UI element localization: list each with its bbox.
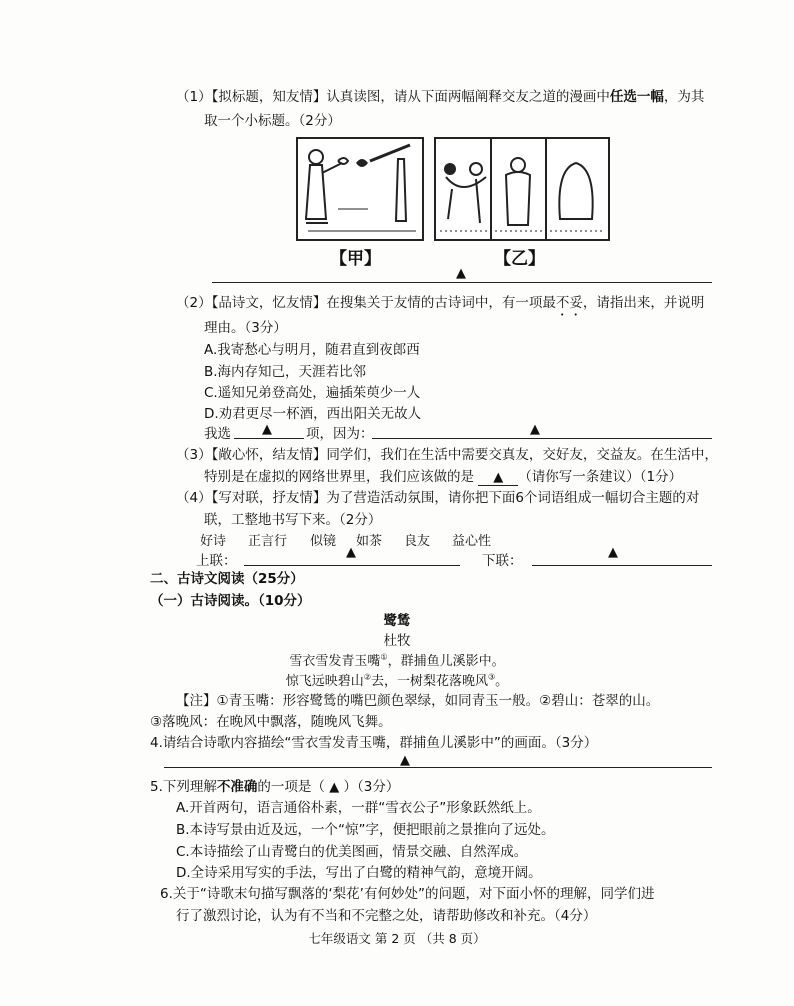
q5-option-b: B.本诗写景由近及远，一个“惊”字，便把眼前之景推向了远处。 — [176, 822, 555, 838]
q5-stem: 5.下列理解不准确的一项是（ ▲ ）（3分） — [150, 779, 400, 795]
q3-line1: （3）【敞心怀，结友情】同学们，我们在生活中需要交真友，交好友，交益友。在生活中， — [176, 447, 718, 463]
q4-word-4: 如茶 — [356, 534, 383, 549]
poem-title: 鹭鸶 — [383, 613, 411, 629]
q2-reason-marker: ▲ — [530, 422, 540, 437]
section2-heading: 二、古诗文阅读（25分） — [150, 571, 304, 587]
q4-line1: （4）【写对联，抒友情】为了营造活动氛围，请你把下面6个词语组成一幅切合主题的对 — [176, 490, 700, 506]
q4-upper-marker: ▲ — [346, 545, 356, 560]
q5-answer-marker[interactable]: ▲ — [329, 780, 340, 795]
q1-answer-line[interactable] — [212, 282, 712, 283]
q2-choice-blank[interactable] — [234, 438, 304, 439]
q3-line2: 特别是在虚拟的网络世界里，我们应该做的是 ▲ （请你写一条建议）（1分） — [204, 469, 683, 485]
q4-word-2: 正言行 — [248, 534, 288, 549]
q2-option-c: C.遥知兄弟登高处，遍插茱萸少一人 — [204, 385, 421, 401]
q4-poem-question: 4.请结合诗歌内容描绘“雪衣雪发青玉嘴，群捕鱼儿溪影中”的画面。（3分） — [150, 735, 598, 751]
q5-option-d: D.全诗采用写实的手法，写出了白鹭的精神气韵，意境开阔。 — [176, 865, 542, 881]
q2-reason-line[interactable] — [372, 438, 712, 439]
q1-line2: 取一个小标题。（2分） — [204, 113, 341, 129]
q1-emphasis: 任选一幅 — [609, 89, 664, 105]
q2-line1: （2）【品诗文，忆友情】在搜集关于友情的古诗词中，有一项最不妥，请指出来，并说明 — [176, 295, 705, 311]
q1-answer-marker: ▲ — [456, 266, 466, 281]
comic-panel-yi — [434, 137, 610, 241]
q5-option-a: A.开首两句，语言通俗朴素，一群“雪衣公子”形象跃然纸上。 — [176, 800, 541, 816]
section2-subheading: （一）古诗阅读。（10分） — [150, 593, 311, 609]
q4-lower-marker: ▲ — [608, 545, 618, 560]
comic-yi-drawing — [436, 139, 608, 239]
poem-author: 杜牧 — [383, 633, 411, 649]
q2-line2: 理由。（3分） — [204, 320, 287, 336]
q4-poem-marker: ▲ — [400, 753, 410, 768]
q6-line2: 行了激烈讨论，认为有不当和不完整之处，请帮助修改和补充。（4分） — [176, 908, 597, 924]
q2-option-a: A.我寄愁心与明月，随君直到夜郎西 — [204, 342, 420, 358]
q4-upper-line[interactable] — [244, 565, 460, 566]
q4-word-1: 好诗 — [200, 534, 227, 549]
q2-option-d: D.劝君更尽一杯酒，西出阳关无故人 — [204, 406, 422, 422]
q4-poem-answer-line[interactable] — [164, 767, 712, 768]
poem-note-2: ③落晚风：在晚风中飘落，随晚风飞舞。 — [150, 714, 392, 730]
q6-line1: 6.关于“诗歌末句描写飘落的‘梨花’有何妙处”的问题，对下面小怀的理解，同学们进 — [160, 886, 655, 902]
comic-label-jia: 【甲】 — [330, 249, 381, 269]
poem-line-2: 惊飞远映碧山②去，一树梨花落晚风③。 — [285, 672, 509, 689]
q5-option-c: C.本诗描绘了山青鹭白的优美图画，情景交融、自然浑成。 — [176, 844, 528, 860]
q4-lower-label: 下联： — [482, 553, 523, 569]
comic-panel-jia — [296, 137, 424, 241]
q1-line1: （1）【拟标题，知友情】认真读图，请从下面两幅阐释交友之道的漫画中任选一幅，为其 — [176, 89, 705, 105]
q2-choose-suffix: 项，因为： — [306, 426, 374, 442]
comic-jia-drawing — [298, 139, 422, 239]
q4-line2: 联，工整地书写下来。（2分） — [204, 512, 382, 528]
q4-word-6: 益心性 — [452, 534, 492, 549]
q3-blank[interactable]: ▲ — [478, 469, 518, 486]
comic-label-yi: 【乙】 — [494, 249, 545, 269]
q2-choose-prefix: 我选 — [204, 426, 231, 442]
q2-choice-marker: ▲ — [262, 422, 272, 437]
poem-note-1: 【注】①青玉嘴：形容鹭鸶的嘴巴颜色翠绿，如同青玉一般。②碧山：苍翠的山。 — [176, 693, 660, 709]
q2-option-b: B.海内存知己，天涯若比邻 — [204, 364, 367, 380]
poem-line-1: 雪衣雪发青玉嘴①，群捕鱼儿溪影中。 — [289, 652, 505, 669]
q4-upper-label: 上联： — [196, 553, 237, 569]
q4-word-5: 良友 — [404, 534, 431, 549]
q2-emphasis: 不妥 — [555, 295, 583, 311]
q4-word-3: 似镜 — [310, 534, 337, 549]
page-footer: 七年级语文 第 2 页 （共 8 页） — [308, 931, 486, 946]
q4-lower-line[interactable] — [532, 565, 712, 566]
